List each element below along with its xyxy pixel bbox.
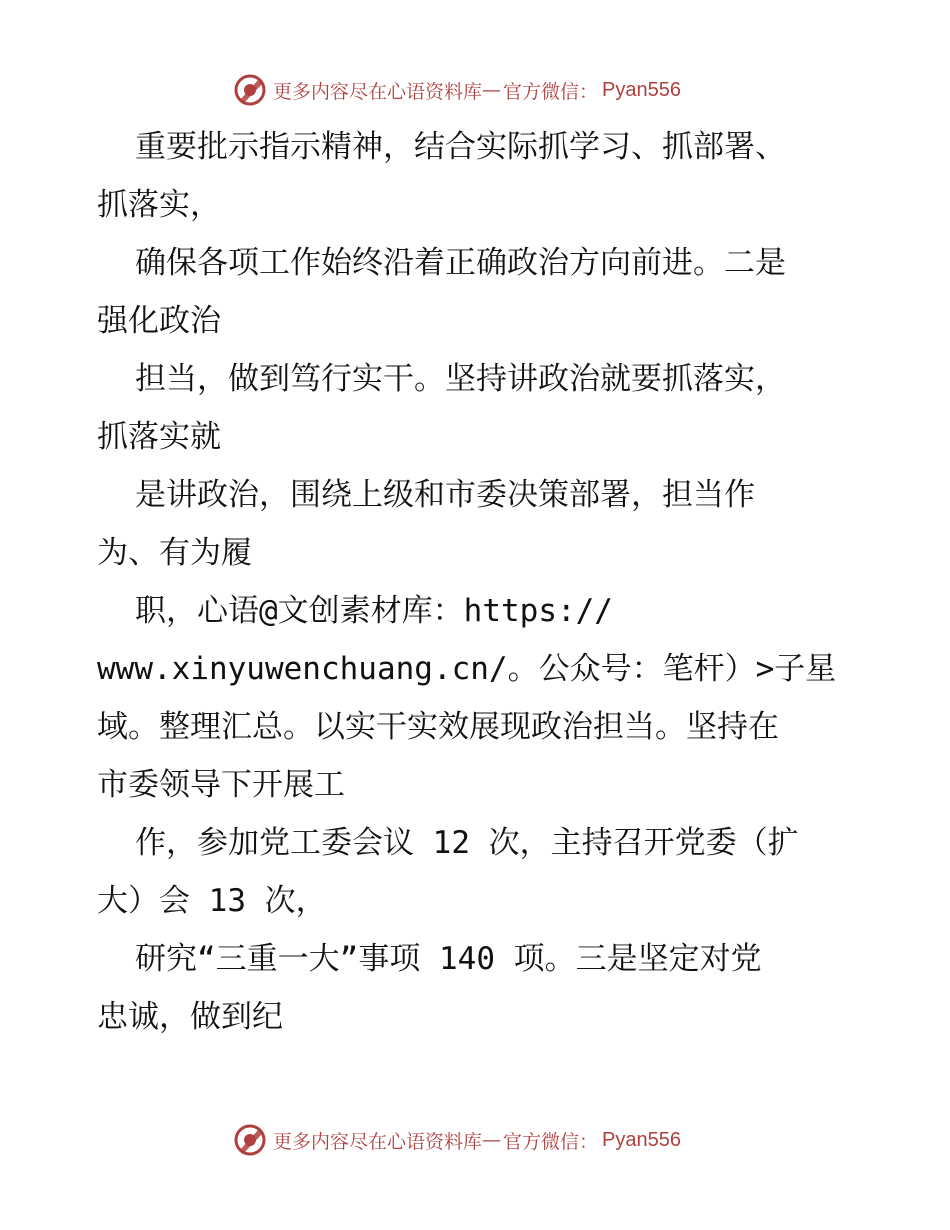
pen-logo-icon: [233, 73, 267, 107]
pen-logo-icon: [233, 1123, 267, 1157]
body-line: 为、有为履: [97, 535, 252, 571]
body-line: 抓落实就: [97, 419, 221, 455]
banner-separator: —: [482, 1129, 502, 1151]
banner-wechat-id: Pyan556: [602, 78, 681, 101]
body-line: 重要批示指示精神，结合实际抓学习、抓部署、: [135, 129, 786, 165]
body-line: 是讲政治，围绕上级和市委决策部署，担当作: [135, 477, 755, 513]
document-body: [97, 118, 857, 1046]
body-line: 市委领导下开展工: [97, 767, 345, 803]
body-line: 域。整理汇总。以实干实效展现政治担当。坚持在: [97, 709, 779, 745]
body-line: 确保各项工作始终沿着正确政治方向前进。二是: [135, 245, 786, 281]
body-line: 抓落实，: [97, 187, 221, 223]
body-line: 研究“三重一大”事项 140 项。三是坚定对党: [135, 941, 762, 977]
banner-separator: —: [482, 79, 502, 101]
body-line: 担当，做到笃行实干。坚持讲政治就要抓落实，: [135, 361, 786, 397]
body-line: 忠诚，做到纪: [97, 999, 283, 1035]
banner-promo-text: 更多内容尽在心语资料库: [273, 80, 483, 103]
body-line: 作，参加党工委会议 12 次，主持召开党委（扩: [135, 825, 799, 861]
body-line: 强化政治: [97, 303, 221, 339]
banner-promo-text: 更多内容尽在心语资料库: [273, 1130, 483, 1153]
body-line-with-link: 职，心语@文创素材库：https://: [135, 593, 613, 629]
footer-banner: [233, 1122, 753, 1158]
body-line: 大）会 13 次，: [97, 883, 327, 919]
header-banner: [233, 72, 753, 108]
banner-wechat-label: 官方微信：: [503, 1130, 599, 1153]
banner-wechat-label: 官方微信：: [503, 80, 599, 103]
body-line-url: www.xinyuwenchuang.cn/。公众号：笔杆）>子星: [97, 651, 837, 687]
banner-wechat-id: Pyan556: [602, 1128, 681, 1151]
